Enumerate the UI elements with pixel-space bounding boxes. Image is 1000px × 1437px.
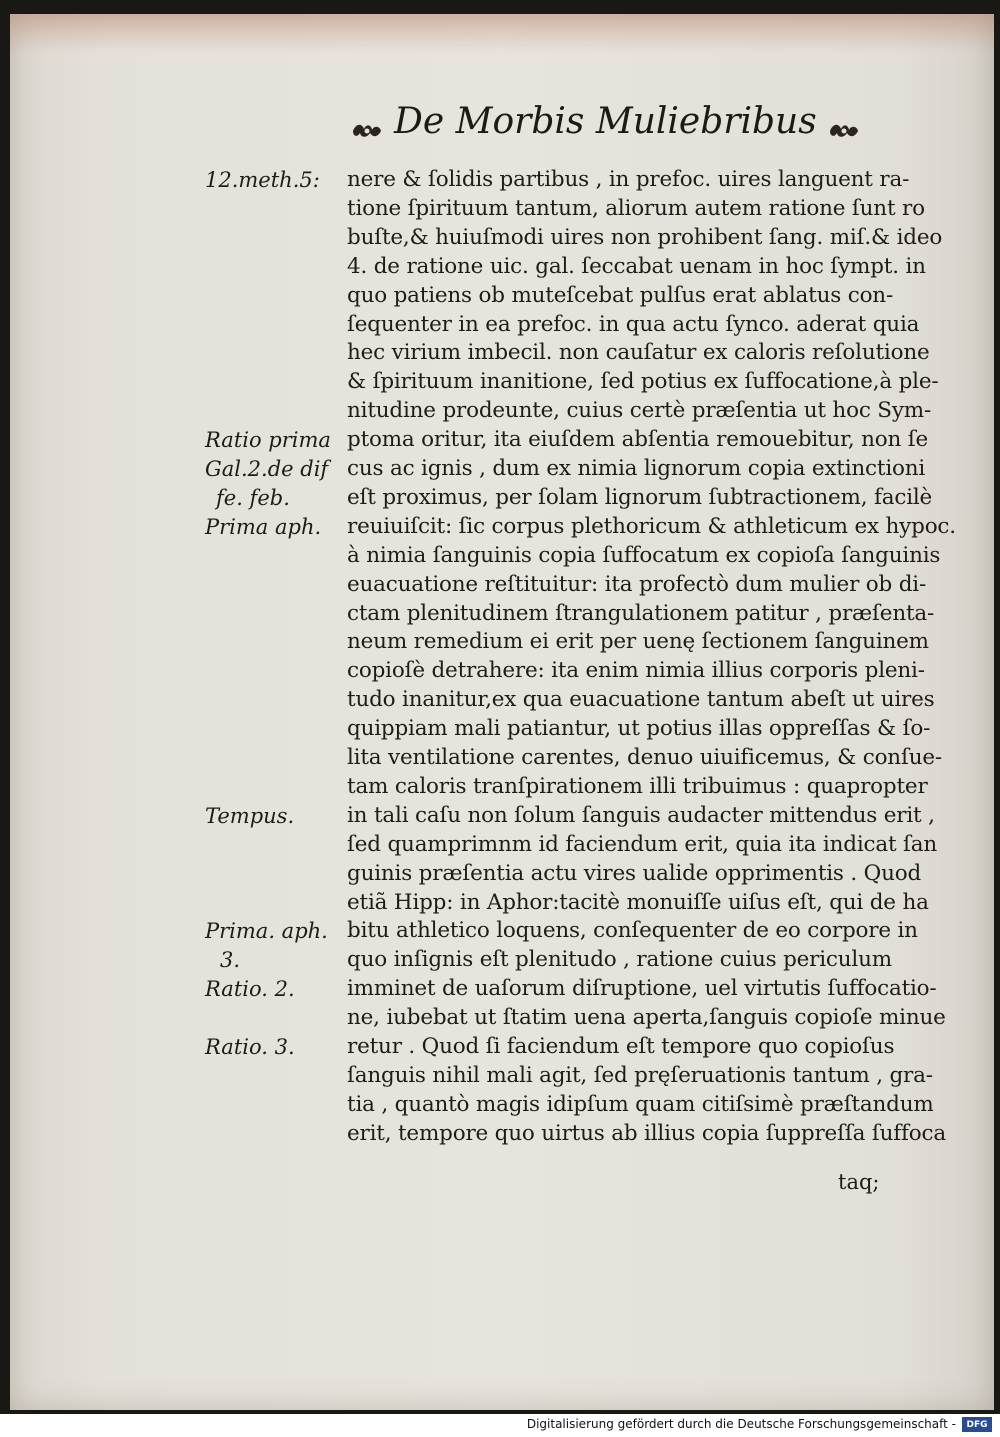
text-line: retur . Quod ſi faciendum eſt tempore quo copioſus [347, 1034, 895, 1059]
catchword: taq; [838, 1170, 880, 1194]
footer-credit: Digitalisierung gefördert durch die Deutsche Forschungsgemeinschaft - [526, 1417, 956, 1431]
text-line: quo patiens ob muteſcebat pulſus erat ablatus con- [347, 282, 894, 308]
margin-note: 12.meth.5: [205, 168, 320, 192]
text-line: ſanguis nihil mali agit, ſed pręſeruationis tantum , gra- [347, 1062, 933, 1088]
text-line: cus ac ignis , dum ex nimia lignorum copia extinctioni [347, 456, 926, 481]
text-line: ſequenter in ea prefoc. in qua actu ſynco. aderat quia [347, 311, 920, 337]
text-line: quo inſignis eſt plenitudo , ratione cuius periculum [347, 947, 892, 973]
text-line: tione ſpirituum tantum, aliorum autem ratione ſunt ro [347, 195, 925, 221]
text-line: buſte,& huiuſmodi uires non prohibent ſang. miſ.& ideo [347, 224, 943, 250]
text-line: imminet de uaſorum diſruptione, uel virtutis ſuffocatio- [347, 976, 937, 1002]
running-header [340, 96, 860, 146]
margin-note: 3. [220, 948, 241, 973]
text-line: ne, iubebat ut ſtatim uena aperta,ſanguis copioſe minue [347, 1005, 946, 1031]
text-line: guinis præſentia actu vires ualide opprimentis . Quod [347, 860, 922, 886]
margin-note: fe. feb. [216, 485, 290, 510]
text-line: reuiuiſcit: ſic corpus plethoricum & athleticum ex hypoc. [347, 513, 956, 539]
margin-note: Ratio. 2. [205, 977, 295, 1002]
text-line: neum remedium ei erit per uenę ſectionem ſanguinem [347, 629, 929, 655]
text-line: nere & ſolidis partibus , in prefoc. uires languent ra- [347, 167, 910, 192]
text-line: etiã Hipp: in Aphor:tacitè monuiſſe uiſus eſt, qui de ha [347, 889, 929, 915]
text-line: tudo inanitur,ex qua euacuatione tantum abeſt ut uires [347, 687, 935, 713]
text-line: lita ventilatione carentes, denuo uiuificemus, & conſue- [347, 745, 942, 770]
dfg-logo: DFG [962, 1417, 992, 1432]
text-line: bitu athletico loquens, conſequenter de eo corpore in [347, 918, 918, 944]
text-line: ptoma oritur, ita eiuſdem abſentia remouebitur, non ſe [347, 427, 929, 453]
text-line: ſed quamprimnm id faciendum erit, quia ita indicat ſan [347, 831, 938, 857]
text-line: tia , quantò magis idipſum quam citiſsimè præſtandum [347, 1091, 934, 1117]
text-line: quippiam mali patiantur, ut potius illas oppreſſas & ſo- [347, 716, 931, 742]
text-line: 4. de ratione uic. gal. ſeccabat uenam in hoc ſympt. in [347, 253, 926, 279]
text-line: in tali caſu non ſolum ſanguis audacter mittendus erit , [347, 802, 935, 828]
margin-note: Tempus. [205, 803, 295, 828]
text-line: erit, tempore quo uirtus ab illius copia ſuppreſſa ſuffoca [347, 1120, 946, 1146]
digitization-footer [0, 1414, 1000, 1437]
text-line: eſt proximus, per ſolam lignorum ſubtractionem, facilè [347, 484, 933, 510]
page-title: De Morbis Muliebribus [394, 100, 817, 142]
text-line: ctam plenitudinem ſtrangulationem patitur , præſenta- [347, 600, 935, 626]
text-line: euacuatione reſtituitur: ita profectò dum mulier ob di- [347, 571, 927, 597]
fleuron-right-icon [827, 110, 861, 132]
text-line: & ſpirituum inanitione, ſed potius ex ſuffocatione,à ple- [347, 369, 939, 395]
text-line: tam caloris tranſpirationem illi tribuimus : quapropter [347, 773, 928, 799]
margin-note: Ratio. 3. [205, 1035, 295, 1059]
fleuron-left-icon [350, 110, 384, 132]
margin-note: Prima aph. [205, 514, 322, 539]
margin-note: Ratio prima [205, 428, 331, 453]
margin-note: Gal.2.de dif [205, 457, 329, 481]
text-line: hec virium imbecil. non cauſatur ex caloris reſolutione [347, 340, 930, 366]
text-line: à nimia ſanguinis copia ſuffocatum ex copioſa ſanguinis [347, 542, 941, 568]
margin-note: Prima. aph. [205, 919, 328, 944]
text-line: nitudine prodeunte, cuius certè præſentia ut hoc Sym- [347, 398, 932, 424]
text-line: copioſè detrahere: ita enim nimia illius corporis pleni- [347, 658, 925, 684]
